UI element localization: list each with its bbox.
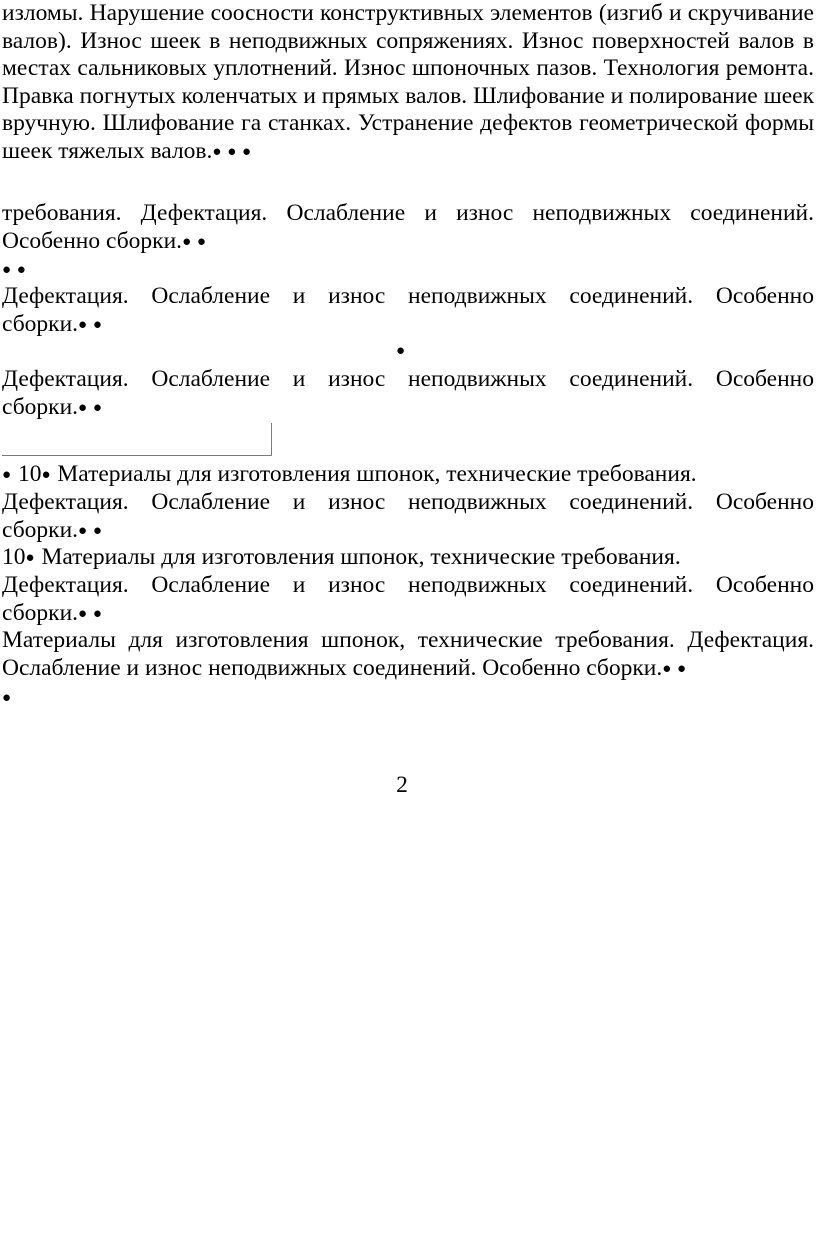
paragraph-3 xyxy=(2,283,814,339)
paragraph-7 xyxy=(2,627,814,683)
paragraph-7-text: Материалы для изготовления шпонок, технические требования. Дефектация. Ослабление и износ неподвижных соединений. Особенно сборки. xyxy=(2,627,814,681)
bullet-marker-icon: ● ● xyxy=(662,660,688,677)
paragraph-2-text: требования. Дефектация. Ослабление и износ неподвижных соединений. Особенно сборки. xyxy=(2,200,814,254)
paragraph-5-text: Дефектация. Ослабление и износ неподвижных соединений. Особенно сборки. xyxy=(2,489,814,543)
bullet-marker-icon: ● ● xyxy=(78,605,103,622)
footnote-number: 10 xyxy=(2,544,26,570)
footnote-text: Материалы для изготовления шпонок, технические требования. xyxy=(51,461,697,487)
bullet-marker-icon: ● ● ● xyxy=(212,143,253,160)
bullet-marker-icon: ● xyxy=(25,550,36,566)
bullet-marker-icon: ● ● xyxy=(78,316,103,333)
bullet-marker-icon: ● ● xyxy=(2,262,27,278)
bullet-row xyxy=(2,256,814,285)
page-number: 2 xyxy=(396,772,408,798)
footnote-line-1 xyxy=(2,461,814,490)
bullet-marker-icon: ● ● xyxy=(78,522,103,539)
paragraph-1-text: изломы. Нарушение соосности конструктивных элементов (изгиб и скручивание валов). Износ шеек в неподвижных сопряжениях. Износ поверхностей валов в местах сальниковых уплотнений. Износ шпоночных пазов. Технология ремонта. Правка погнутых коленчатых и прямых валов. Шлифование и полирование шеек вручную. Шлифование га станках. Устранение дефектов геометрической формы шеек тяжелых валов. xyxy=(2,0,814,164)
paragraph-1 xyxy=(2,0,814,166)
footnote-number: 10 xyxy=(17,461,42,487)
bullet-marker-icon: ● ● xyxy=(182,233,207,250)
paragraph-6 xyxy=(2,572,814,628)
paragraph-6-text: Дефектация. Ослабление и износ неподвижных соединений. Особенно сборки. xyxy=(2,572,814,626)
bullet-marker-icon: ● xyxy=(2,690,13,706)
bullet-marker-icon: ● xyxy=(2,467,13,483)
footnote-line-2 xyxy=(2,544,814,573)
paragraph-3-text: Дефектация. Ослабление и износ неподвижных соединений. Особенно сборки. xyxy=(2,283,814,337)
bullet-marker-icon: ● xyxy=(41,467,52,483)
paragraph-4 xyxy=(2,366,814,422)
paragraph-4-text: Дефектация. Ослабление и износ неподвижных соединений. Особенно сборки. xyxy=(2,366,814,420)
bullet-marker-icon: ● xyxy=(396,343,406,359)
paragraph-5 xyxy=(2,489,814,545)
paragraph-2 xyxy=(2,200,814,256)
bullet-marker-icon: ● ● xyxy=(78,399,103,416)
footnote-text: Материалы для изготовления шпонок, технические требования. xyxy=(35,544,681,570)
footnote-separator xyxy=(2,423,272,456)
bullet-row xyxy=(2,684,814,713)
